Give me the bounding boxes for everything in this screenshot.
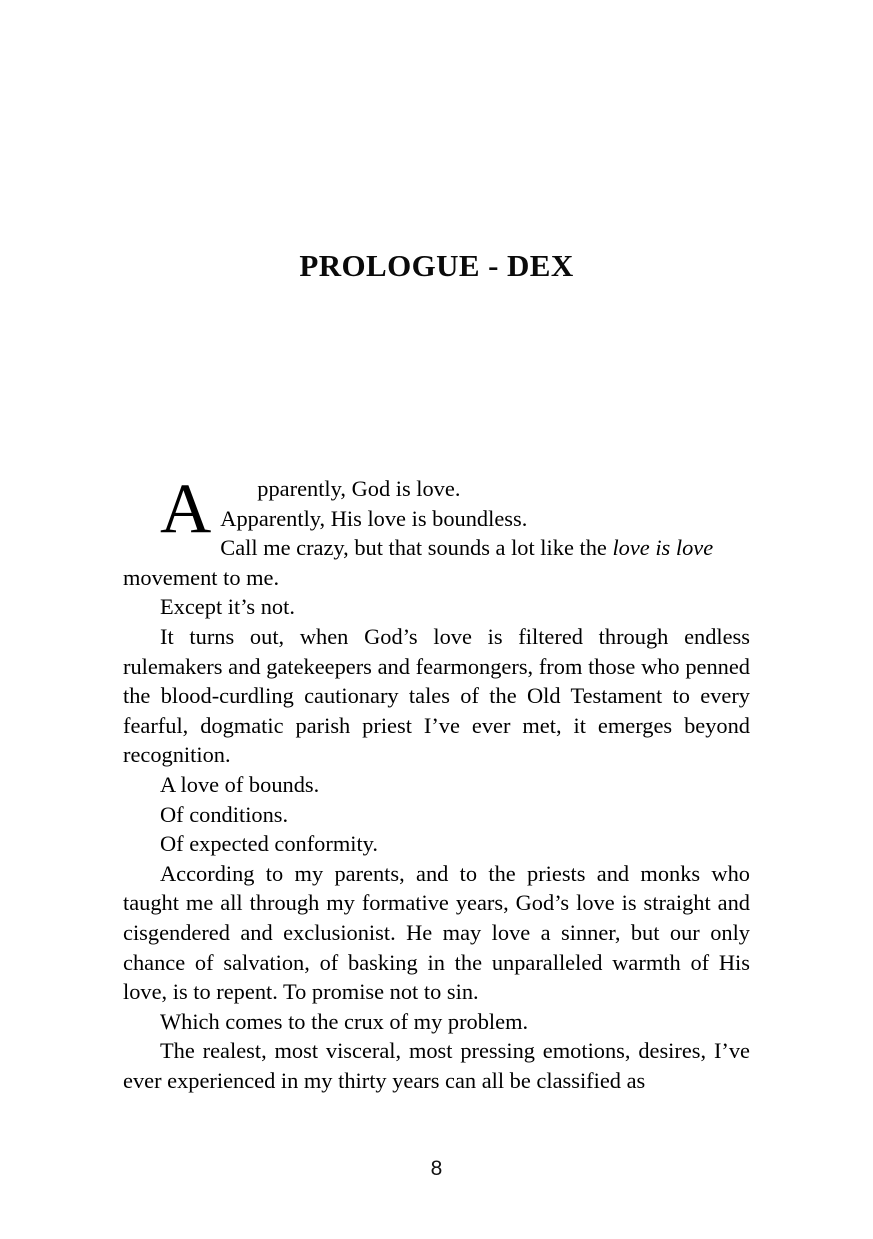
chapter-title: PROLOGUE - DEX: [299, 247, 574, 283]
body-text-block: [123, 470, 750, 1095]
opening-line-1: pparently, God is love.: [257, 476, 461, 501]
opening-line-2: Apparently, His love is boundless.: [220, 505, 528, 531]
paragraph-of-expected-conformity: Of expected conformity.: [160, 831, 379, 857]
paragraph-according-to-my-parents: According to my parents, and to the priests and monks who taught me all through my formative years, God’s love is straight and cisgendered and exclusionist. He may love a sinner, but our only chance of salvation, of basking in the unparalleled warmth of His love, is to repent. To promise not to sin.: [123, 860, 750, 1005]
paragraph-which-comes-to-the-crux: Which comes to the crux of my problem.: [160, 1008, 529, 1034]
opening-paragraph: [123, 470, 750, 592]
paragraph-it-turns-out: It turns out, when God’s love is filtered through endless rulemakers and gatekeepers and fearmongers, from those who penned the blood-curdling cautionary tales of the Old Testament to every fearful, dogmatic parish priest I’ve ever met, it emerges beyond recognition.: [123, 623, 750, 768]
drop-cap-letter: A: [160, 470, 212, 548]
emphasis-love-is-love: love is love: [612, 535, 714, 561]
paragraph-the-realest: The realest, most visceral, most pressing emotions, desires, I’ve ever experienced in my thirty years can all be classified as: [123, 1038, 750, 1093]
opening-line-4: movement to me.: [123, 564, 280, 590]
paragraph-except: Except it’s not.: [160, 594, 295, 620]
page-number: 8: [430, 1157, 443, 1180]
opening-line-3-text: Call me crazy, but that sounds a lot like the: [220, 535, 613, 561]
paragraph-a-love-of-bounds: A love of bounds.: [160, 771, 320, 797]
opening-line-3: [213, 533, 750, 563]
paragraph-of-conditions: Of conditions.: [160, 801, 289, 827]
